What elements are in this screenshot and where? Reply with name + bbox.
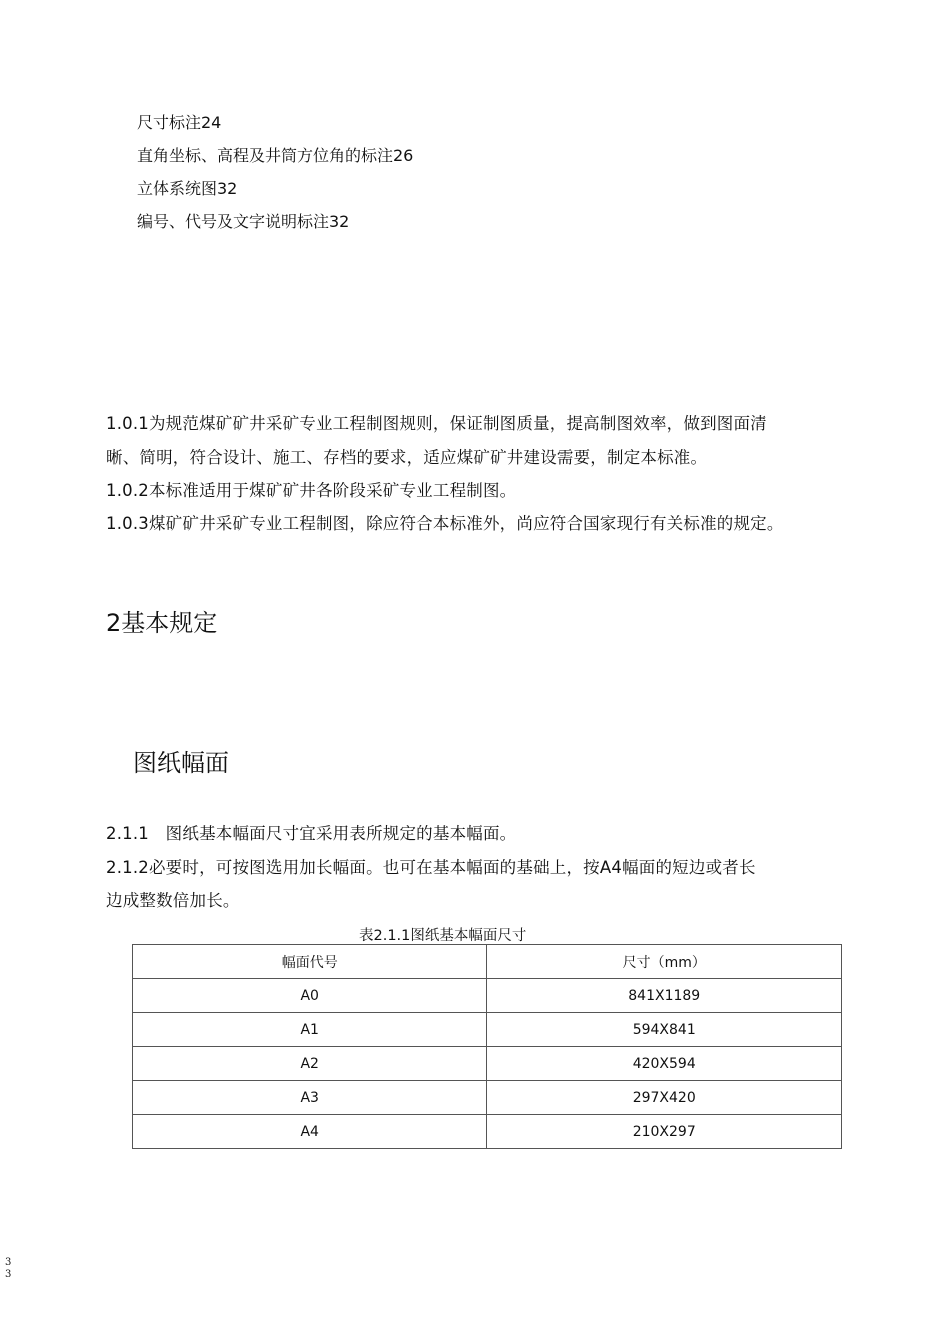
header-dimensions: 尺寸（mm） [487,945,842,979]
sheet-code-cell: A3 [133,1081,487,1115]
clause-1-0-3: 1.0.3煤矿矿井采矿专业工程制图，除应符合本标准外，尚应符合国家现行有关标准的规定。 [106,514,784,533]
sheet-code-cell: A0 [133,979,487,1013]
table-header-row [133,945,842,979]
toc-entry: 编号、代号及文字说明标注32 [137,212,350,231]
sheet-code-cell: A4 [133,1115,487,1149]
section-title: 图纸幅面 [133,749,229,777]
page-number-digit: 3 [5,1269,12,1280]
table-row [133,1013,842,1047]
toc-entry: 尺寸标注24 [137,113,222,132]
clause-2-1-2-line2: 边成整数倍加长。 [106,891,240,910]
table-row [133,1115,842,1149]
sheet-code-cell: A2 [133,1047,487,1081]
table-row [133,1047,842,1081]
dimension-cell: 841X1189 [487,979,842,1013]
clause-1-0-1-line2: 晰、简明，符合设计、施工、存档的要求，适应煤矿矿井建设需要，制定本标准。 [106,448,708,467]
toc-entry: 直角坐标、高程及井筒方位角的标注26 [137,146,414,165]
sheet-code-cell: A1 [133,1013,487,1047]
toc-entry: 立体系统图32 [137,179,238,198]
clause-1-0-2: 1.0.2本标准适用于煤矿矿井各阶段采矿专业工程制图。 [106,481,517,500]
table-row [133,1081,842,1115]
clause-1-0-1-line1: 1.0.1为规范煤矿矿井采矿专业工程制图规则，保证制图质量，提高制图效率，做到图面清 [106,414,767,433]
clause-2-1-2-line1: 2.1.2必要时，可按图选用加长幅面。也可在基本幅面的基础上，按A4幅面的短边或者长 [106,858,756,877]
dimension-cell: 210X297 [487,1115,842,1149]
header-sheet-code: 幅面代号 [133,945,487,979]
chapter-title: 2基本规定 [106,609,218,637]
dimension-cell: 297X420 [487,1081,842,1115]
table-row [133,979,842,1013]
clause-2-1-1: 2.1.1 图纸基本幅面尺寸宜采用表所规定的基本幅面。 [106,824,517,843]
sheet-size-table [132,944,842,1149]
table-caption: 表2.1.1图纸基本幅面尺寸 [359,928,527,944]
page-number-digit: 3 [5,1257,12,1268]
dimension-cell: 420X594 [487,1047,842,1081]
dimension-cell: 594X841 [487,1013,842,1047]
